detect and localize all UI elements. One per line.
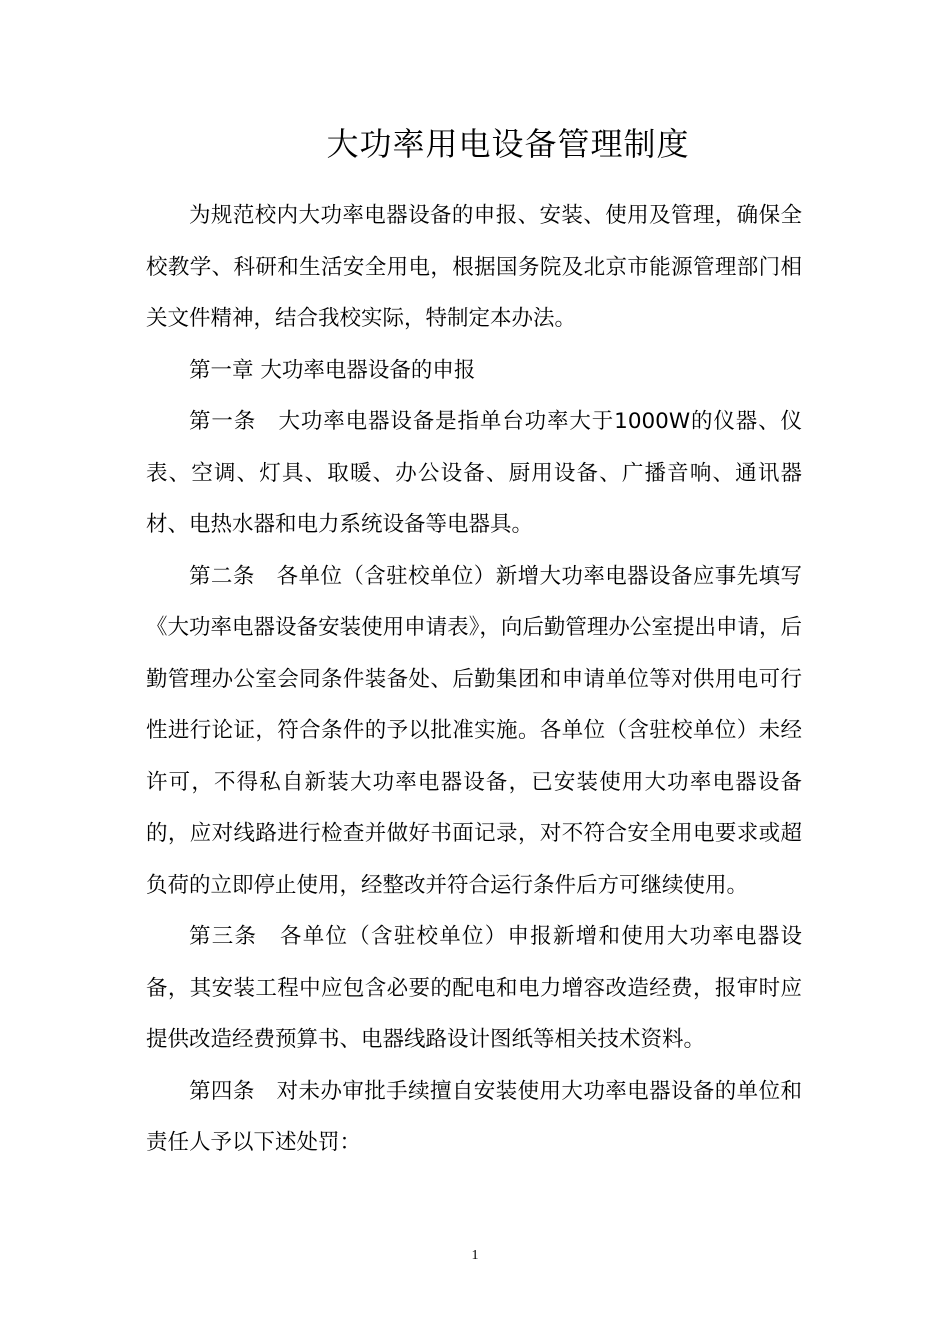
article-4-paragraph: 第四条 对未办审批手续擅自安装使用大功率电器设备的单位和责任人予以下述处罚：	[146, 1078, 802, 1155]
article-2-paragraph: 第二条 各单位（含驻校单位）新增大功率电器设备应事先填写《大功率电器设备安装使用申请表》，向后勤管理办公室提出申请，后勤管理办公室会同条件装备处、后勤集团和申请单位等对供用电可行性进行论证，符合条件的予以批准实施。各单位（含驻校单位）未经许可，不得私自新装大功率电器设备，已安装使用大功率电器设备的，应对线路进行检查并做好书面记录，对不符合安全用电要求或超负荷的立即停止使用，经整改并符合运行条件后方可继续使用。	[146, 563, 802, 898]
page-number: 1	[471, 1248, 479, 1263]
article-3-paragraph: 第三条 各单位（含驻校单位）申报新增和使用大功率电器设备，其安装工程中应包含必要的配电和电力增容改造经费，报审时应提供改造经费预算书、电器线路设计图纸等相关技术资料。	[146, 924, 802, 1052]
intro-paragraph: 为规范校内大功率电器设备的申报、安装、使用及管理，确保全校教学、科研和生活安全用电，根据国务院及北京市能源管理部门相关文件精神，结合我校实际，特制定本办法。	[146, 203, 802, 331]
document-title: 大功率用电设备管理制度	[326, 125, 690, 163]
document-body	[146, 190, 802, 1169]
article-1-paragraph: 第一条 大功率电器设备是指单台功率大于1000W的仪器、仪表、空调、灯具、取暖、办公设备、厨用设备、广播音响、通讯器材、电热水器和电力系统设备等电器具。	[146, 409, 802, 537]
chapter-heading: 第一章 大功率电器设备的申报	[189, 357, 476, 383]
